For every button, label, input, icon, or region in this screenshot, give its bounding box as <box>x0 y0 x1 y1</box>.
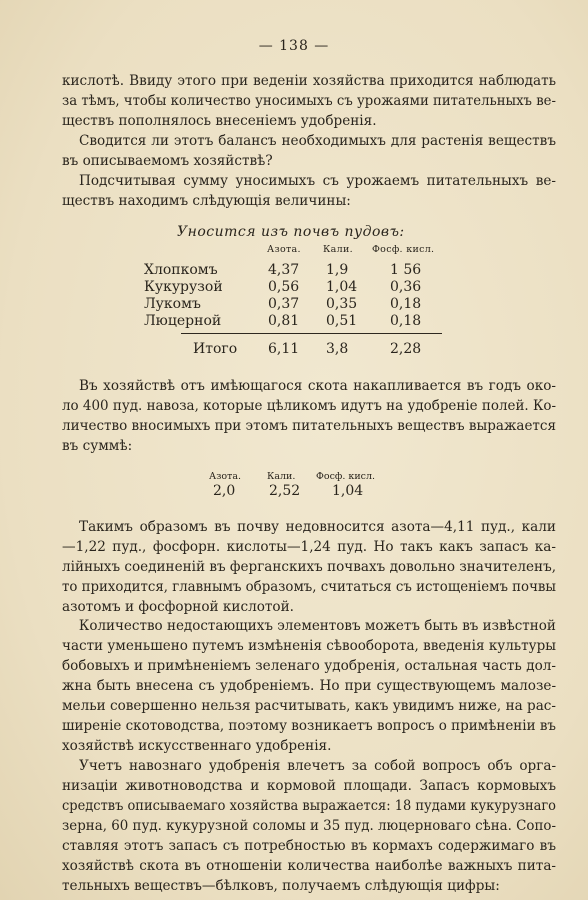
row-label: Кукурузой <box>144 279 223 295</box>
text-line: Подсчитывая сумму уносимыхъ съ урожаемъ питательныхъ ве- <box>79 173 556 189</box>
text-line: ло 400 пуд. навоза, которые цѣликомъ идутъ на удобреніе полей. Ко- <box>62 398 557 414</box>
text-line: жна быть внесена съ удобреніемъ. Но при существующемъ малозе- <box>62 678 557 694</box>
table-divider <box>181 333 442 334</box>
text-line: личество вносимыхъ при этомъ питательныхъ веществъ выражается <box>62 418 556 434</box>
table-cell: 0,81 <box>268 313 300 329</box>
table-cell: 0,18 <box>390 313 422 329</box>
text-line: бобовыхъ и примѣненіемъ зеленаго удобренія, остальная часть дол- <box>62 658 556 674</box>
table-cell: 0,18 <box>390 296 422 312</box>
table-cell: 1,9 <box>326 262 349 278</box>
column-header: Кали. <box>267 471 296 482</box>
text-line: ширеніе скотоводства, поэтому возникаетъ вопросъ о примѣненіи въ <box>62 718 557 734</box>
text-line: за тѣмъ, чтобы количество уносимыхъ съ урожаями питательныхъ ве- <box>62 93 556 109</box>
table-cell: 1,04 <box>326 279 358 295</box>
text-line: Учетъ навознаго удобренія влечетъ за собой вопросъ объ орга- <box>79 758 557 774</box>
text-line: хозяйствѣ искусственнаго удобренія. <box>62 738 332 754</box>
table-cell: 2,28 <box>390 341 422 357</box>
table-cell: 1,04 <box>332 483 364 499</box>
row-label: Люцерной <box>144 313 222 329</box>
text-line: хозяйствѣ скота въ отношеніи количества наиболѣе важныхъ пита- <box>62 858 557 874</box>
table-cell: 2,0 <box>213 483 236 499</box>
table-cell: 2,52 <box>269 483 301 499</box>
column-header: Фосф. кисл. <box>316 471 376 482</box>
table-cell: 0,36 <box>390 279 422 295</box>
text-line: ществъ пополнялось внесеніемъ удобренія. <box>62 113 377 129</box>
table-cell: 1 56 <box>390 262 422 278</box>
paragraph-1 <box>62 71 556 131</box>
text-line: зерна, 60 пуд. кукурузной соломы и 35 пуд. люцерноваго сѣна. Сопо- <box>62 818 557 834</box>
total-label: Итого <box>193 341 238 357</box>
row-label: Хлопкомъ <box>144 262 218 278</box>
text-line: въ суммѣ: <box>62 438 133 454</box>
paragraph-3 <box>62 171 556 211</box>
table-cell: 0,35 <box>326 296 358 312</box>
text-line: части уменьшено путемъ измѣненія сѣвооборота, введенія культуры <box>62 638 557 654</box>
row-label: Лукомъ <box>144 296 201 312</box>
paragraph-2 <box>62 131 556 171</box>
text-line: ставляя этотъ запасъ съ потребностью въ кормахъ содержимаго въ <box>62 838 556 854</box>
table-cell: 6,11 <box>268 341 300 357</box>
text-line: Такимъ образомъ въ почву недовносится азота—4,11 пуд., кали <box>79 519 556 535</box>
text-line: —1,22 пуд., фосфорн. кислоты—1,24 пуд. Но такъ какъ запасъ ка- <box>62 539 556 555</box>
table-cell: 0,51 <box>326 313 358 329</box>
text-line: Въ хозяйствѣ отъ имѣющагося скота накапливается въ годъ око- <box>79 378 556 394</box>
column-header: Фосф. кисл. <box>372 244 435 255</box>
paragraph-6 <box>62 616 556 756</box>
text-line: мельи совершенно нельзя расчитывать, какъ увидимъ ниже, на рас- <box>62 698 556 714</box>
table-cell: 0,37 <box>268 296 300 312</box>
text-line: кислотѣ. Ввиду этого при веденіи хозяйства приходится наблюдать <box>62 73 557 89</box>
text-line: то приходится, главнымъ образомъ, считаться съ истощеніемъ почвы <box>62 579 556 595</box>
text-line: ществъ находимъ слѣдующія величины: <box>62 193 351 209</box>
paragraph-7 <box>62 756 556 896</box>
paragraph-5 <box>62 517 556 617</box>
text-line: средствъ описываемаго хозяйства выражается: 18 пудами кукурузнаго <box>62 798 556 814</box>
page-number: — 138 — <box>258 38 330 54</box>
table-cell: 3,8 <box>326 341 349 357</box>
table-title: Уносится изъ почвъ пудовъ: <box>177 224 405 240</box>
column-header: Кали. <box>323 244 353 255</box>
table-cell: 0,56 <box>268 279 300 295</box>
column-header: Азота. <box>209 471 242 482</box>
paragraph-4 <box>62 376 556 456</box>
table-cell: 4,37 <box>268 262 300 278</box>
text-line: азотомъ и фосфорной кислотой. <box>62 599 294 615</box>
text-line: Количество недостающихъ элементовъ можетъ быть въ извѣстной <box>78 618 556 634</box>
text-line: тельныхъ веществъ—бѣлковъ, получаемъ слѣдующія цифры: <box>62 878 500 894</box>
text-line: въ описываемомъ хозяйствѣ? <box>62 153 273 169</box>
text-line: лійныхъ соединеній въ ферганскихъ почвахъ довольно значителенъ, <box>62 559 557 575</box>
text-line: низаціи животноводства и кормовой площади. Запасъ кормовыхъ <box>62 778 557 794</box>
column-header: Азота. <box>267 244 301 255</box>
text-line: Сводится ли этотъ балансъ необходимыхъ для растенія веществъ <box>79 133 556 149</box>
